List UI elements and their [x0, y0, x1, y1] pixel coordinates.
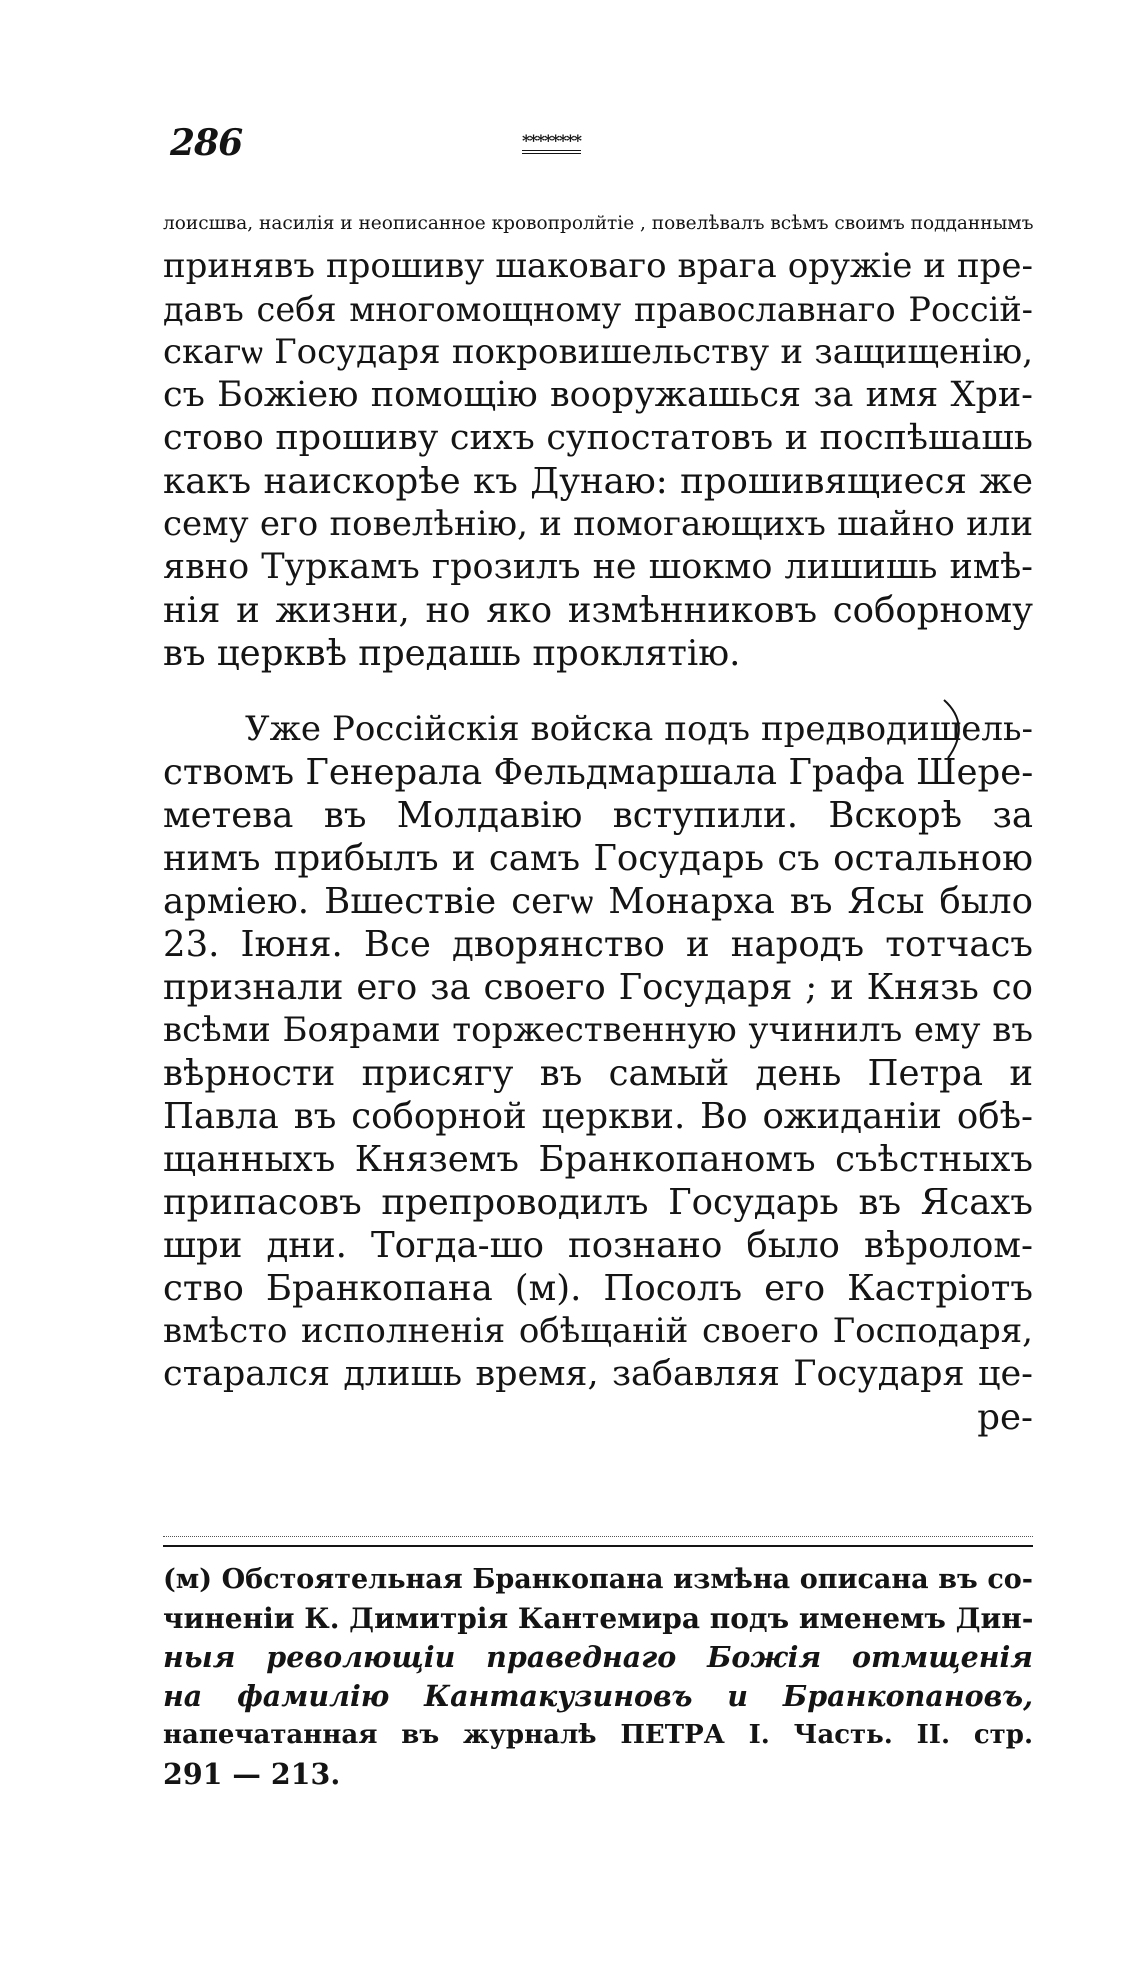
text-line: ство Бранкопана (м). Посолъ его Кастріотъ	[163, 1268, 1033, 1309]
text-line: ствомъ Генерала Фельдмаршала Графа Шере-	[163, 752, 1034, 793]
text-line: метева въ Молдавію вступили. Вскорѣ за	[163, 795, 1033, 836]
footnote-line: чиненіи К. Димитрія Кантемира подъ именемъ Дин-	[163, 1602, 1034, 1635]
paragraph-gap	[163, 675, 1033, 708]
footnote-line: 291 — 213.	[163, 1757, 341, 1791]
text-line: нія и жизни, но яко измѣнниковъ соборному	[163, 590, 1033, 631]
text-line: всѣми Боярами торжественную учинилъ ему въ	[163, 1010, 1033, 1050]
text-line: вмѣсто исполненія обѣщаній своего Господаря,	[163, 1311, 1033, 1351]
text-line: давъ себя многомощному православнаго Россій-	[163, 290, 1033, 329]
text-line: скагѡ Государя покровишельству и защищенію,	[163, 332, 1033, 372]
text-line: лоисшва, насилія и неописанное кровопролйтіе , повелѣвалъ всѣмъ своимъ подданнымъ	[163, 213, 1034, 234]
text-line: явно Туркамъ грозилъ не шокмо лишишь имѣ-	[163, 547, 1033, 587]
text-line: принявъ прошиву шаковаго врага оружіе и пре-	[163, 246, 1033, 286]
page-number: 286	[170, 122, 243, 164]
text-line: сему его повелѣнію, и помогающихъ шайно или	[163, 504, 1033, 544]
text-line: какъ наискорѣе къ Дунаю: прошивящиеся же	[163, 461, 1033, 502]
footnote	[163, 1560, 1033, 1794]
text-line: 23. Іюня. Все дворянство и народъ тотчасъ	[163, 924, 1033, 965]
footnote-line: на фамилію Кантакузиновъ и Бранкопановъ,	[163, 1679, 1033, 1713]
main-text	[163, 202, 1033, 1439]
running-head	[170, 122, 890, 162]
text-line: щанныхъ Княземъ Бранкопаномъ съѣстныхъ	[163, 1139, 1033, 1180]
catchword: ре-	[977, 1397, 1033, 1438]
text-line: признали его за своего Государя ; и Князь со	[163, 967, 1033, 1008]
text-line: нимъ прибылъ и самъ Государь съ остальною	[163, 838, 1033, 879]
text-line: вѣрности присягу въ самый день Петра и	[163, 1053, 1033, 1094]
footnote-dotted-rule	[163, 1536, 1033, 1537]
margin-bracket-mark	[940, 698, 970, 760]
text-line: старался длишь время, забавляя Государя це-	[163, 1354, 1033, 1394]
text-line: въ церквѣ предашь проклятію.	[163, 633, 741, 674]
text-line: припасовъ препроводилъ Государь въ Ясахъ	[163, 1182, 1033, 1223]
text-line: Павла въ соборной церкви. Во ожиданіи обѣ-	[163, 1096, 1033, 1137]
footnote-line: (м) Обстоятельная Бранкопана измѣна описана въ со-	[163, 1564, 1033, 1595]
footnote-line: ныя револющіи праведнаго Божія отмщенія	[163, 1640, 1033, 1674]
text-line: стово прошиву сихъ супостатовъ и поспѣшашь	[163, 418, 1033, 458]
text-line: Уже Россійскія войска подъ предводишель-	[245, 709, 1033, 749]
text-line: арміею. Вшествіе сегѡ Монарха въ Ясы было	[163, 881, 1033, 922]
footnote-line: напечатанная въ журналѣ ПЕТРА I. Часть. II. стр.	[163, 1720, 1033, 1750]
text-line: съ Божіею помощію вооружашься за имя Хри-	[163, 375, 1033, 415]
head-ornament: ********	[522, 134, 581, 154]
footnote-rule	[163, 1545, 1033, 1547]
text-line: шри дни. Тогда-шо познано было вѣролом-	[163, 1225, 1033, 1266]
